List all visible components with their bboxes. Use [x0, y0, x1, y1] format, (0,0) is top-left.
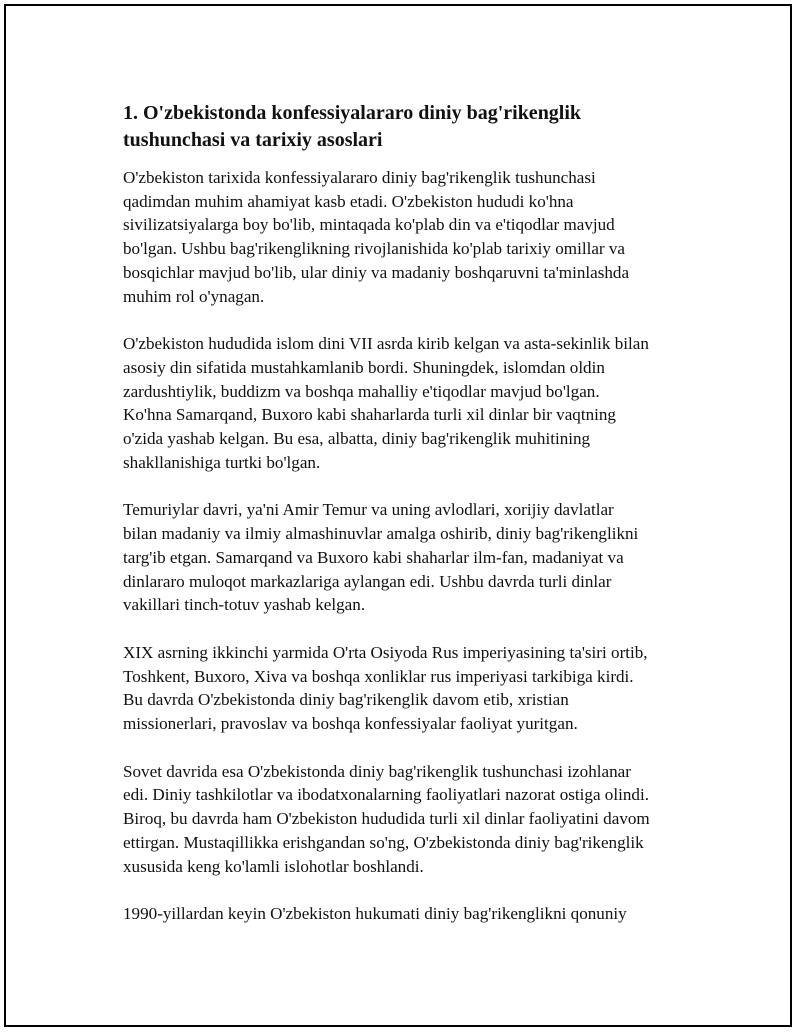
page-frame: [4, 4, 792, 1027]
section-heading: 1. O'zbekistonda konfessiyalararo diniy bag'rikenglik tushunchasi va tarixiy asoslari: [123, 102, 582, 151]
paragraph-5: Sovet davrida esa O'zbekistonda diniy bag'rikenglik tushunchasi izohlanar edi. Diniy tashkilotlar va ibodatxonalarning faoliyatlari nazorat ostiga olindi. Biroq, bu davrda ham O'zbekiston hududida turli xil dinlar faoliyatini davom ettirgan. Mustaqillikka erishgandan so'ng, O'zbekistonda diniy bag'rikenglik xususida keng ko'lamli islohotlar boshlandi.: [123, 761, 650, 876]
paragraph-6: 1990-yillardan keyin O'zbekiston hukumati diniy bag'rikenglikni qonuniy: [123, 904, 627, 924]
paragraph-2: O'zbekiston hududida islom dini VII asrda kirib kelgan va asta-sekinlik bilan asosiy din sifatida mustahkamlanib bordi. Shuningdek, islomdan oldin zardushtiylik, buddizm va boshqa mahalliy e'tiqodlar mavjud bo'lgan. Ko'hna Samarqand, Buxoro kabi shaharlarda turli xil dinlar bir vaqtning o'zida yashab kelgan. Bu esa, albatta, diniy bag'rikenglik muhitining shakllanishiga turtki bo'lgan.: [123, 334, 649, 472]
paragraph-3: Temuriylar davri, ya'ni Amir Temur va uning avlodlari, xorijiy davlatlar bilan madaniy va ilmiy almashinuvlar amalga oshirib, diniy bag'rikenglikni targ'ib etgan. Samarqand va Buxoro kabi shaharlar ilm-fan, madaniyat va dinlararo muloqot markazlariga aylangan edi. Ushbu davrda turli dinlar vakillari tinch-totuv yashab kelgan.: [123, 500, 639, 615]
paragraph-1: O'zbekiston tarixida konfessiyalararo diniy bag'rikenglik tushunchasi qadimdan muhim ahamiyat kasb etadi. O'zbekiston hududi ko'hna sivilizatsiyalarga boy bo'lib, mintaqada ko'plab din va e'tiqodlar mavjud bo'lgan. Ushbu bag'rikenglikning rivojlanishida ko'plab tarixiy omillar va bosqichlar mavjud bo'lib, ular diniy va madaniy boshqaruvni ta'minlashda muhim rol o'ynagan.: [123, 168, 630, 306]
document-body: [123, 100, 698, 950]
paragraph-4: XIX asrning ikkinchi yarmida O'rta Osiyoda Rus imperiyasining ta'siri ortib, Toshkent, Buxoro, Xiva va boshqa xonliklar rus imperiyasi tarkibiga kirdi. Bu davrda O'zbekistonda diniy bag'rikenglik davom etib, xristian missionerlari, pravoslav va boshqa konfessiyalar faoliyat yuritgan.: [123, 642, 648, 734]
